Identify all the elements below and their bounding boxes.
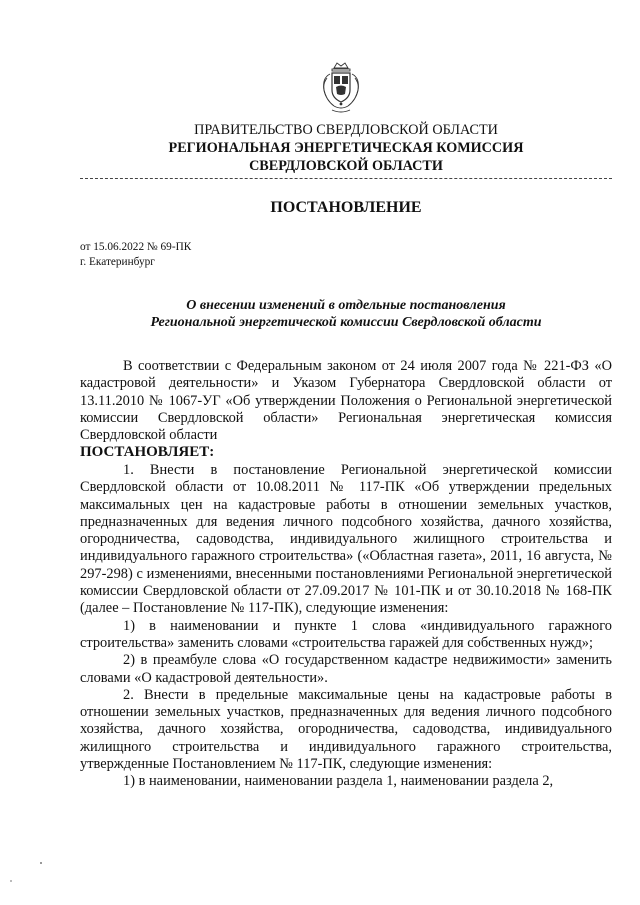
scan-speck xyxy=(10,880,12,882)
paragraph-2-item-1: 1) в наименовании, наименовании раздела 1, наименовании раздела 2, xyxy=(123,773,554,790)
document-body xyxy=(80,358,612,791)
paragraph-1-item-2: 2) в преамбуле слова «О государственном кадастре недвижимости» заменить словами «О кадастровой деятельности». xyxy=(80,652,612,686)
region-name: СВЕРДЛОВСКОЙ ОБЛАСТИ xyxy=(249,158,443,174)
government-name: ПРАВИТЕЛЬСТВО СВЕРДЛОВСКОЙ ОБЛАСТИ xyxy=(194,122,498,138)
document-title: ПОСТАНОВЛЕНИЕ xyxy=(270,199,422,216)
document-date-number: от 15.06.2022 № 69-ПК xyxy=(80,241,192,253)
paragraph-2: 2. Внести в предельные максимальные цены на кадастровые работы в отношении земельных участков, предназначенных для ведения личного подсобного хозяйства, дачного хозяйства, огородничества, садоводства, индивидуального жилищного строительства и индивидуального гаражного строительства, утвержденные Постановлением № 117-ПК, следующие изменения: xyxy=(80,686,612,773)
paragraph-1: 1. Внести в постановление Региональной энергетической комиссии Свердловской области от 10.08.2011 № 117-ПК «Об утверждении предельных максимальных цен на кадастровые работы в отношении земельных участков, предназначенных для ведения личного подсобного хозяйства, дачного хозяйства, огородничества, садоводства, индивидуального жилищного строительства и индивидуального гаражного строительства» («Областная газета», 2011, 16 августа, № 297-298) с изменениями, внесенными постановлениями Региональной энергетической комиссии Свердловской области от 27.09.2017 № 101-ПК и от 30.10.2018 № 168-ПК (далее – Постановление № 117-ПК), следующие изменения: xyxy=(80,461,612,617)
decree-heading: ПОСТАНОВЛЯЕТ: xyxy=(80,444,215,461)
document-subject-line-1: О внесении изменений в отдельные постановления xyxy=(186,298,506,313)
document-city: г. Екатеринбург xyxy=(80,256,155,268)
preamble-paragraph: В соответствии с Федеральным законом от 24 июля 2007 года № 221-ФЗ «О кадастровой деятельности» и Указом Губернатора Свердловской области от 13.11.2010 № 1067-УГ «Об утверждении Положения о Региональной энергетической комиссии Свердловской области» Региональная энергетическая комиссия Свердловской области xyxy=(80,358,612,444)
document-subject-line-2: Региональной энергетической комиссии Свердловской области xyxy=(150,315,542,330)
commission-name: РЕГИОНАЛЬНАЯ ЭНЕРГЕТИЧЕСКАЯ КОМИССИЯ xyxy=(168,140,524,156)
scan-speck xyxy=(40,862,42,864)
paragraph-1-item-1: 1) в наименовании и пункте 1 слова «индивидуального гаражного строительства» заменить словами «строительства гаражей для собственных нужд»; xyxy=(80,617,612,651)
coat-of-arms-icon xyxy=(318,60,364,116)
header-divider xyxy=(80,178,612,179)
